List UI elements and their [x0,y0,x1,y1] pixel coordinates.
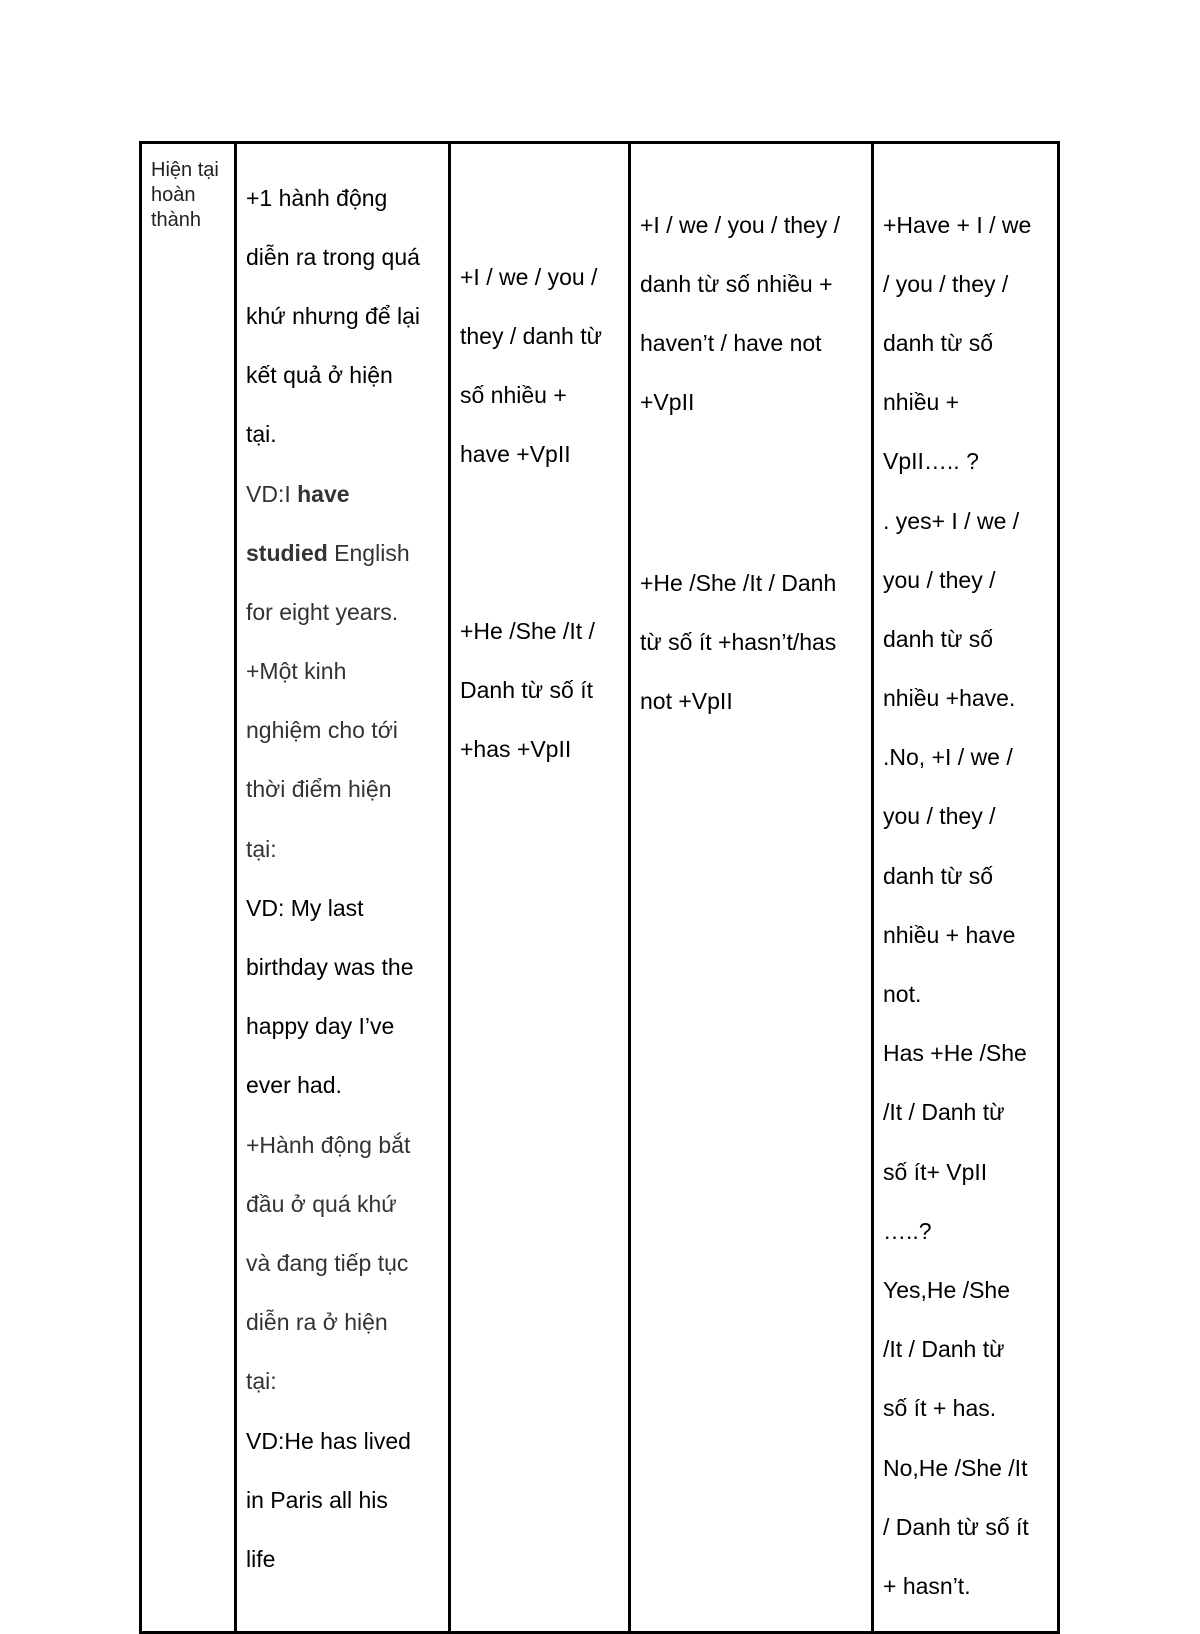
example-line [246,480,440,510]
affirmative-text [451,144,628,795]
question-line: nhiều + have [883,921,1016,948]
question-line: /It / Danh từ [883,1336,1005,1363]
usage-line: +Một kinh [246,658,347,685]
question-line: VpII….. ? [883,448,979,475]
negative-line: danh từ số nhiều + [640,270,833,297]
affirmative-line: they / danh từ [460,322,602,349]
question-line: / you / they / [883,270,1009,297]
example-bold: have [297,480,350,507]
negative-line: haven’t / have not [640,329,822,356]
question-line: danh từ số [883,329,994,356]
example-line: for eight years. [246,598,399,625]
usage-line: +1 hành động [246,184,388,211]
usage-line: nghiệm cho tới [246,717,398,744]
question-line: Has +He /She [883,1040,1027,1067]
question-line: Yes,He /She [883,1276,1011,1303]
negative-line: +VpII [640,389,695,416]
affirmative-line: +I / we / you / [460,263,598,290]
example-prefix: VD:I [246,480,298,507]
question-line: số ít + has. [883,1395,997,1422]
usage-cell [236,143,450,1633]
question-line: …..? [883,1217,932,1244]
usage-line: diễn ra ở hiện [246,1309,388,1336]
usage-line: tại: [246,1368,277,1395]
question-line: danh từ số [883,862,994,889]
question-line: nhiều +have. [883,685,1016,712]
affirmative-cell [450,143,630,1633]
question-line: +Have + I / we [883,211,1032,238]
example-bold: studied [246,539,328,566]
usage-line: kết quả ở hiện [246,362,393,389]
usage-text [237,144,448,1604]
example-text: English [327,539,410,566]
question-line: + hasn’t. [883,1572,971,1599]
affirmative-line: have +VpII [460,441,571,468]
negative-line: not +VpII [640,688,733,715]
question-line: you / they / [883,566,996,593]
question-text [874,144,1057,1631]
negative-line: +He /She /It / Danh [640,569,837,596]
example-line: VD: My last [246,894,364,921]
usage-line: +Hành động bắt [246,1131,411,1158]
table-row [141,143,1059,1633]
usage-line: đầu ở quá khứ [246,1190,397,1217]
negative-line: +I / we / you / they / [640,211,841,238]
affirmative-line: +He /She /It / [460,617,595,644]
question-line: / Danh từ số ít [883,1513,1029,1540]
usage-line: tại. [246,421,277,448]
grammar-table [139,141,1060,1634]
negative-text [631,144,871,747]
example-line: ever had. [246,1072,342,1099]
example-line: life [246,1545,276,1572]
example-line: VD:He has lived [246,1427,411,1454]
question-line: . yes+ I / we / [883,507,1020,534]
question-line: .No, +I / we / [883,744,1013,771]
tense-name: Hiện tại hoàn thành [151,159,219,231]
example-line: happy day I’ve [246,1013,395,1040]
usage-line: và đang tiếp tục [246,1249,409,1276]
question-cell [873,143,1059,1633]
question-line: nhiều + [883,389,960,416]
affirmative-line: +has +VpII [460,736,572,763]
usage-line: khứ nhưng để lại [246,302,421,329]
usage-line: thời điểm hiện [246,776,392,803]
affirmative-line: Danh từ số ít [460,677,594,704]
question-line: you / they / [883,803,996,830]
question-line: danh từ số [883,625,994,652]
question-line: not. [883,981,922,1008]
usage-line: diễn ra trong quá [246,243,420,270]
usage-line: tại: [246,835,277,862]
negative-cell [630,143,873,1633]
example-line [246,539,440,569]
affirmative-line: số nhiều + [460,381,567,408]
example-line: in Paris all his [246,1486,388,1513]
negative-line: từ số ít +hasn’t/has [640,629,837,656]
question-line: No,He /She /It [883,1454,1028,1481]
tense-cell [141,143,236,1633]
question-line: /It / Danh từ [883,1099,1005,1126]
example-line: birthday was the [246,954,414,981]
question-line: số ít+ VpII [883,1158,988,1185]
